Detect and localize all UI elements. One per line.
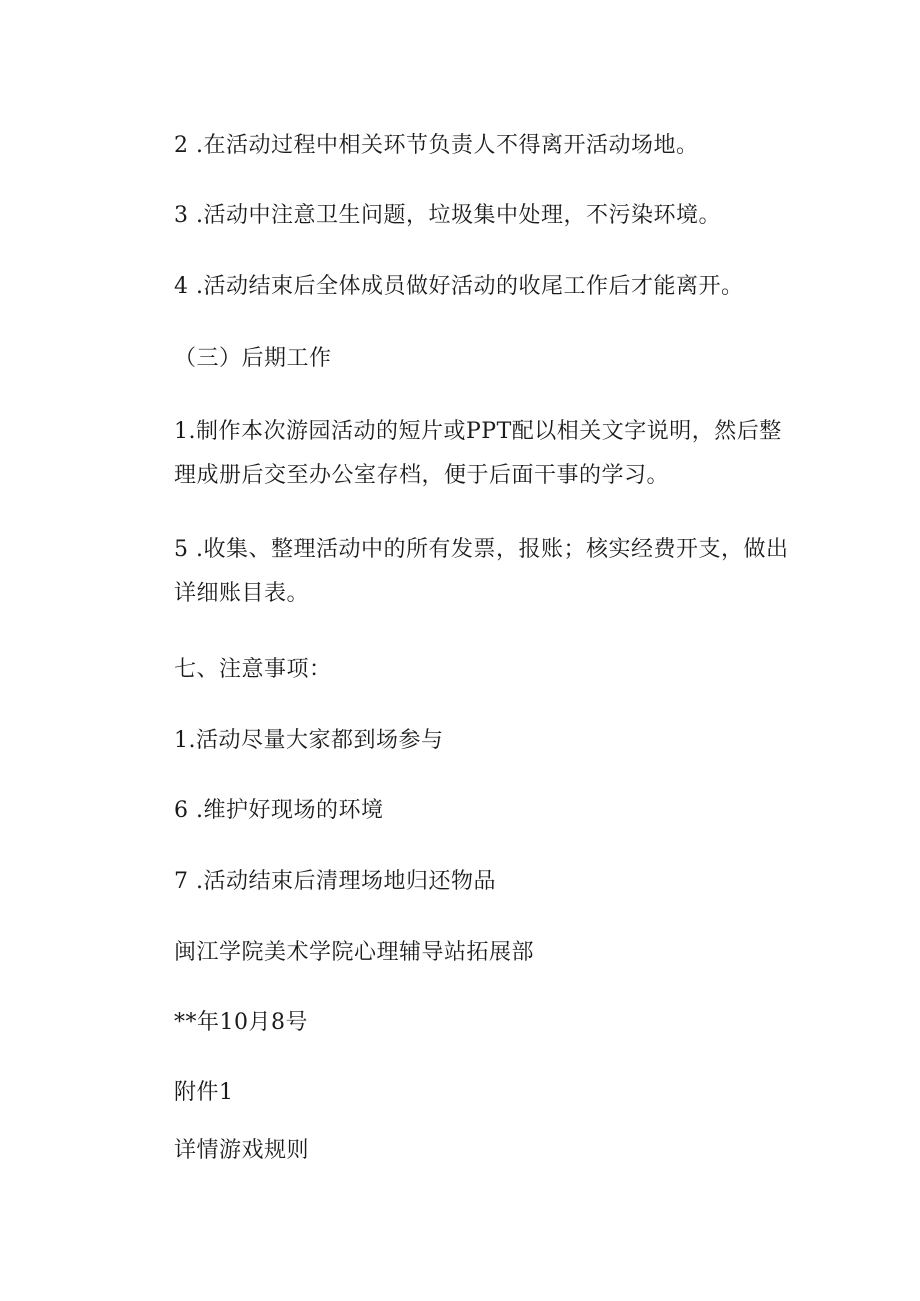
attachment-title: 详情游戏规则 (174, 1138, 310, 1163)
later-work-item-1 (174, 410, 794, 498)
section-heading-later-work: （三）后期工作 (174, 346, 332, 371)
later-work-item-5 (174, 528, 794, 616)
later-work-item-5-line-2: 详细账目表。 (174, 581, 310, 606)
later-work-item-1-line-2: 理成册后交至办公室存档，便于后面干事的学习。 (174, 463, 670, 488)
attachment-label: 附件1 (174, 1080, 234, 1105)
note-item-6: 6 .维护好现场的环境 (174, 798, 384, 823)
notes-heading: 七、注意事项： (174, 657, 332, 682)
signature-date: **年10月8号 (174, 1010, 308, 1035)
rule-item-4: 4 .活动结束后全体成员做好活动的收尾工作后才能离开。 (174, 274, 744, 299)
rule-item-2: 2 .在活动过程中相关环节负责人不得离开活动场地。 (174, 133, 699, 158)
note-item-7: 7 .活动结束后清理场地归还物品 (174, 869, 496, 894)
signature-org: 闽江学院美术学院心理辅导站拓展部 (174, 940, 535, 965)
later-work-item-1-line-1: 1.制作本次游园活动的短片或PPT配以相关文字说明，然后整 (174, 419, 782, 444)
rule-item-3: 3 .活动中注意卫生问题，垃圾集中处理，不污染环境。 (174, 203, 721, 228)
note-item-1: 1.活动尽量大家都到场参与 (174, 728, 444, 753)
later-work-item-5-line-1: 5 .收集、整理活动中的所有发票，报账；核实经费开支，做出 (174, 537, 789, 562)
